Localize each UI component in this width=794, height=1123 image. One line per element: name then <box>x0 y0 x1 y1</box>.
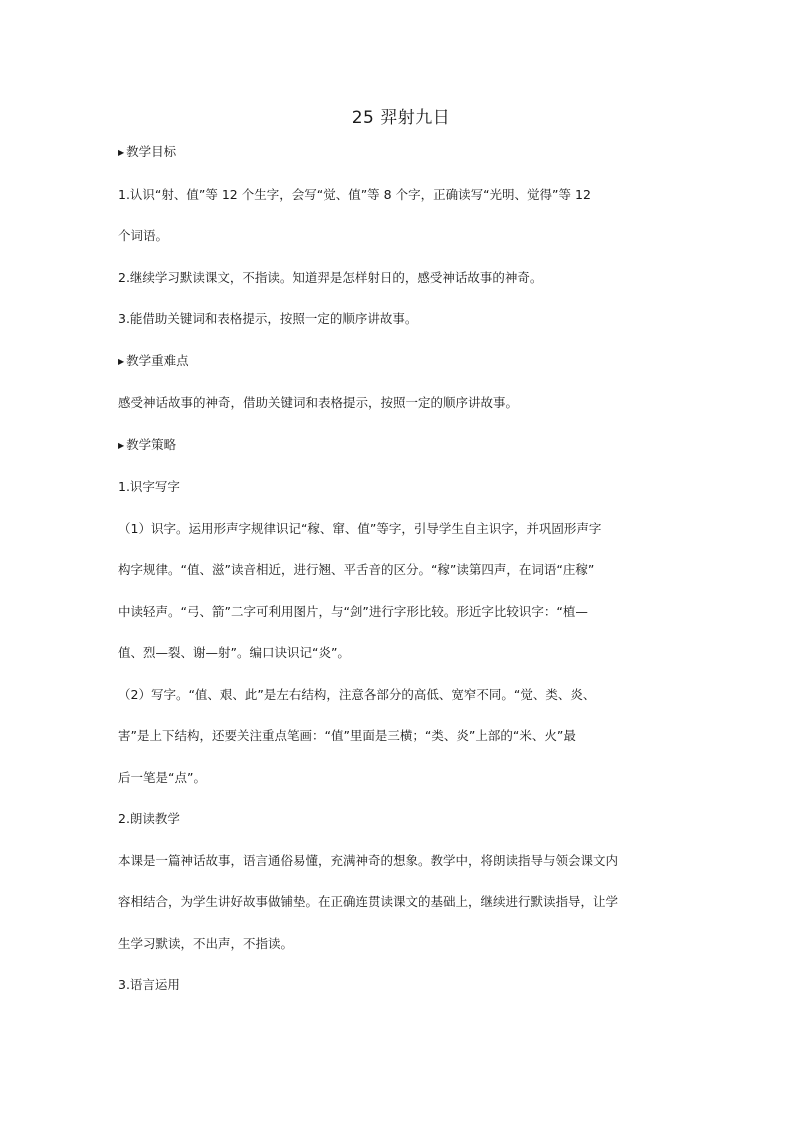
lesson-title: 25 羿射九日 <box>351 108 451 128</box>
triangle-bullet-icon: ▶ <box>118 440 125 450</box>
section-heading-goals <box>118 142 684 163</box>
strategy-2-line-3: 生学习默读，不出声，不指读。 <box>118 935 294 951</box>
difficulty-text: 感受神话故事的神奇，借助关键词和表格提示，按照一定的顺序讲故事。 <box>118 395 519 410</box>
section-heading-text: 教学重难点 <box>126 352 189 368</box>
strategy-1-para-2-line-2: 害”是上下结构，还要关注重点笔画：“值”里面是三横；“类、炎”上部的“米、火”最 <box>118 728 576 743</box>
document-body <box>118 104 684 1017</box>
section-heading-text: 教学目标 <box>126 144 177 159</box>
section-heading-strategy <box>118 435 684 456</box>
goal-2: 2.继续学习默读课文，不指读。知道羿是怎样射日的，感受神话故事的神奇。 <box>118 269 543 285</box>
goal-3: 3.能借助关键词和表格提示，按照一定的顺序讲故事。 <box>118 311 418 326</box>
strategy-1-para-1-line-1: （1）识字。运用形声字规律识记“稼、窜、值”等字，引导学生自主识字，并巩固形声字 <box>118 520 602 536</box>
section-heading-text: 教学策略 <box>126 436 177 452</box>
section-heading-difficulty <box>118 351 684 372</box>
goal-1-line-2: 个词语。 <box>118 228 169 243</box>
triangle-bullet-icon: ▶ <box>118 148 125 157</box>
triangle-bullet-icon: ▶ <box>118 356 125 366</box>
strategy-1-title: 1.识字写字 <box>118 479 180 494</box>
strategy-2-line-2: 容相结合，为学生讲好故事做铺垫。在正确连贯读课文的基础上，继续进行默读指导，让学 <box>118 894 619 909</box>
strategy-1-para-1-line-3: 中读轻声。“弓、箭”二字可利用图片，与“剑”进行字形比较。形近字比较识字：“植— <box>118 603 588 619</box>
goal-1-line-1: 1.认识“射、值”等 12 个生字，会写“觉、值”等 8 个字，正确读写“光明、觉得”等 12 <box>118 186 591 202</box>
strategy-1-para-1-line-4: 值、烈—裂、谢—射”。编口诀识记“炎”。 <box>118 645 350 660</box>
strategy-1-para-1-line-2: 构字规律。“值、滋”读音相近，进行翘、平舌音的区分。“稼”读第四声，在词语“庄稼” <box>118 562 595 577</box>
strategy-1-para-2-line-3: 后一笔是“点”。 <box>118 769 206 785</box>
strategy-2-title: 2.朗读教学 <box>118 811 180 826</box>
strategy-1-para-2-line-1: （2）写字。“值、艰、此”是左右结构，注意各部分的高低、宽窄不同。“觉、类、炎、 <box>118 686 596 702</box>
strategy-2-line-1: 本课是一篇神话故事，语言通俗易懂，充满神奇的想象。教学中，将朗读指导与领会课文内 <box>118 852 619 868</box>
strategy-3-title: 3.语言运用 <box>118 977 180 992</box>
